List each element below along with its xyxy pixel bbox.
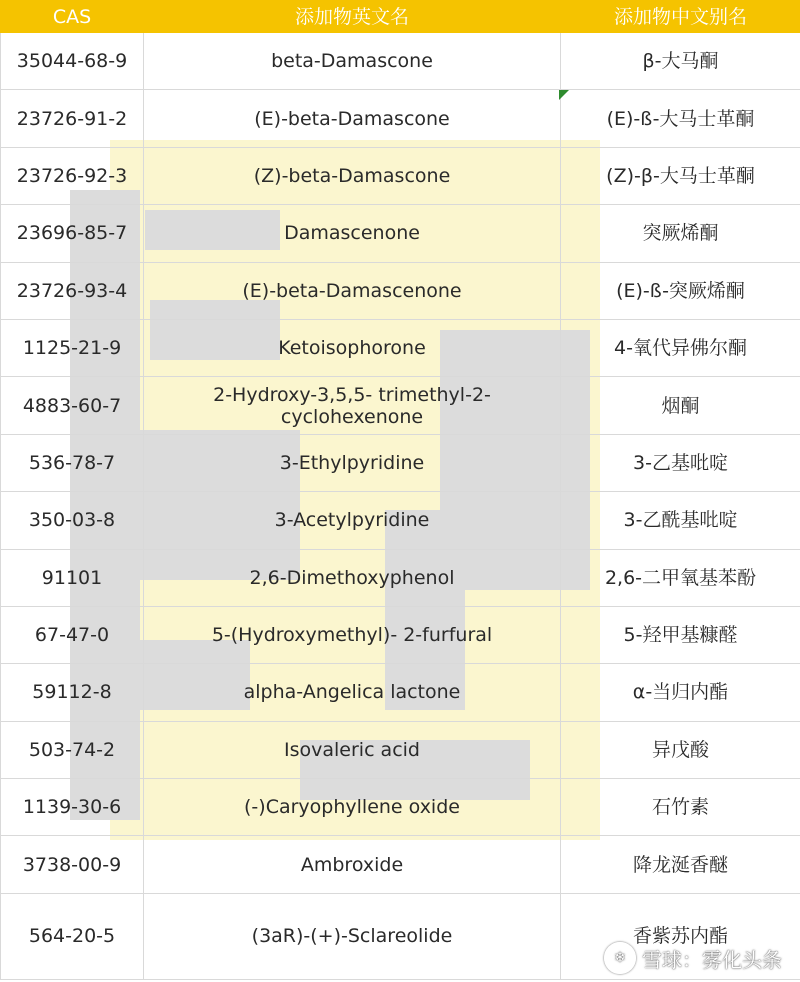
english-name-cell: 2,6-Dimethoxyphenol	[144, 549, 561, 606]
english-name-cell: (E)-beta-Damascenone	[144, 262, 561, 319]
source-watermark-text: 雪球：雾化头条	[642, 947, 782, 972]
cell-comment-marker	[559, 90, 569, 100]
english-name-cell: 2-Hydroxy-3,5,5- trimethyl-2-cyclohexenone	[144, 377, 561, 434]
chinese-name-cell: 4-氧代异佛尔酮	[561, 319, 800, 376]
english-name-cell: alpha-Angelica lactone	[144, 664, 561, 721]
cas-cell: 23696-85-7	[1, 205, 144, 262]
chinese-name-cell: 石竹素	[561, 779, 800, 836]
cas-cell: 1125-21-9	[1, 319, 144, 376]
chinese-name-cell: (Z)-β-大马士革酮	[561, 147, 800, 204]
cas-cell: 564-20-5	[1, 893, 144, 979]
table-row	[1, 205, 800, 262]
table-row	[1, 33, 800, 90]
header-english-name: 添加物英文名	[144, 1, 561, 33]
english-name-cell: 5-(Hydroxymethyl)- 2-furfural	[144, 606, 561, 663]
table-row	[1, 90, 800, 147]
cas-cell: 59112-8	[1, 664, 144, 721]
table-row	[1, 549, 800, 606]
english-name-cell: (3aR)-(+)-Sclareolide	[144, 893, 561, 979]
english-name-cell: Ketoisophorone	[144, 319, 561, 376]
english-name-cell: (-)Caryophyllene oxide	[144, 779, 561, 836]
english-name-cell: 3-Ethylpyridine	[144, 434, 561, 491]
cas-cell: 4883-60-7	[1, 377, 144, 434]
chinese-name-cell: 3-乙基吡啶	[561, 434, 800, 491]
cas-cell: 1139-30-6	[1, 779, 144, 836]
snowball-logo-icon: ❄	[604, 942, 636, 974]
table-row	[1, 147, 800, 204]
table-header-row	[1, 1, 800, 33]
chinese-name-cell: 3-乙酰基吡啶	[561, 492, 800, 549]
chinese-name-cell: (E)-ß-突厥烯酮	[561, 262, 800, 319]
english-name-cell: (E)-beta-Damascone	[144, 90, 561, 147]
table-row	[1, 606, 800, 663]
cas-cell: 503-74-2	[1, 721, 144, 778]
chinese-name-cell: β-大马酮	[561, 33, 800, 90]
table-row	[1, 377, 800, 434]
chinese-name-cell: 烟酮	[561, 377, 800, 434]
chinese-name-cell: 2,6-二甲氧基苯酚	[561, 549, 800, 606]
header-chinese-name: 添加物中文别名	[561, 1, 800, 33]
english-name-cell: 3-Acetylpyridine	[144, 492, 561, 549]
table-row	[1, 434, 800, 491]
chinese-name-cell: 降龙涎香醚	[561, 836, 800, 893]
table-row	[1, 721, 800, 778]
english-name-cell: Damascenone	[144, 205, 561, 262]
cas-cell: 23726-91-2	[1, 90, 144, 147]
chinese-name-cell: α-当归内酯	[561, 664, 800, 721]
table-row	[1, 262, 800, 319]
cas-cell: 67-47-0	[1, 606, 144, 663]
english-name-cell: Ambroxide	[144, 836, 561, 893]
header-cas: CAS	[1, 1, 144, 33]
table-row	[1, 492, 800, 549]
chinese-name-cell: 突厥烯酮	[561, 205, 800, 262]
cas-cell: 3738-00-9	[1, 836, 144, 893]
cas-cell: 23726-93-4	[1, 262, 144, 319]
table-row	[1, 836, 800, 893]
cas-cell: 536-78-7	[1, 434, 144, 491]
chinese-name-cell: 异戊酸	[561, 721, 800, 778]
cas-cell: 91101	[1, 549, 144, 606]
chinese-name-cell: 5-羟甲基糠醛	[561, 606, 800, 663]
english-name-cell: Isovaleric acid	[144, 721, 561, 778]
chinese-name-cell: 香紫苏内酯	[561, 893, 800, 979]
english-name-cell: (Z)-beta-Damascone	[144, 147, 561, 204]
table-row	[1, 664, 800, 721]
cas-cell: 35044-68-9	[1, 33, 144, 90]
table-row	[1, 779, 800, 836]
source-watermark	[604, 942, 782, 974]
table-row	[1, 319, 800, 376]
chinese-name-cell: (E)-ß-大马士革酮	[561, 90, 800, 147]
english-name-cell: beta-Damascone	[144, 33, 561, 90]
cas-cell: 23726-92-3	[1, 147, 144, 204]
cas-cell: 350-03-8	[1, 492, 144, 549]
